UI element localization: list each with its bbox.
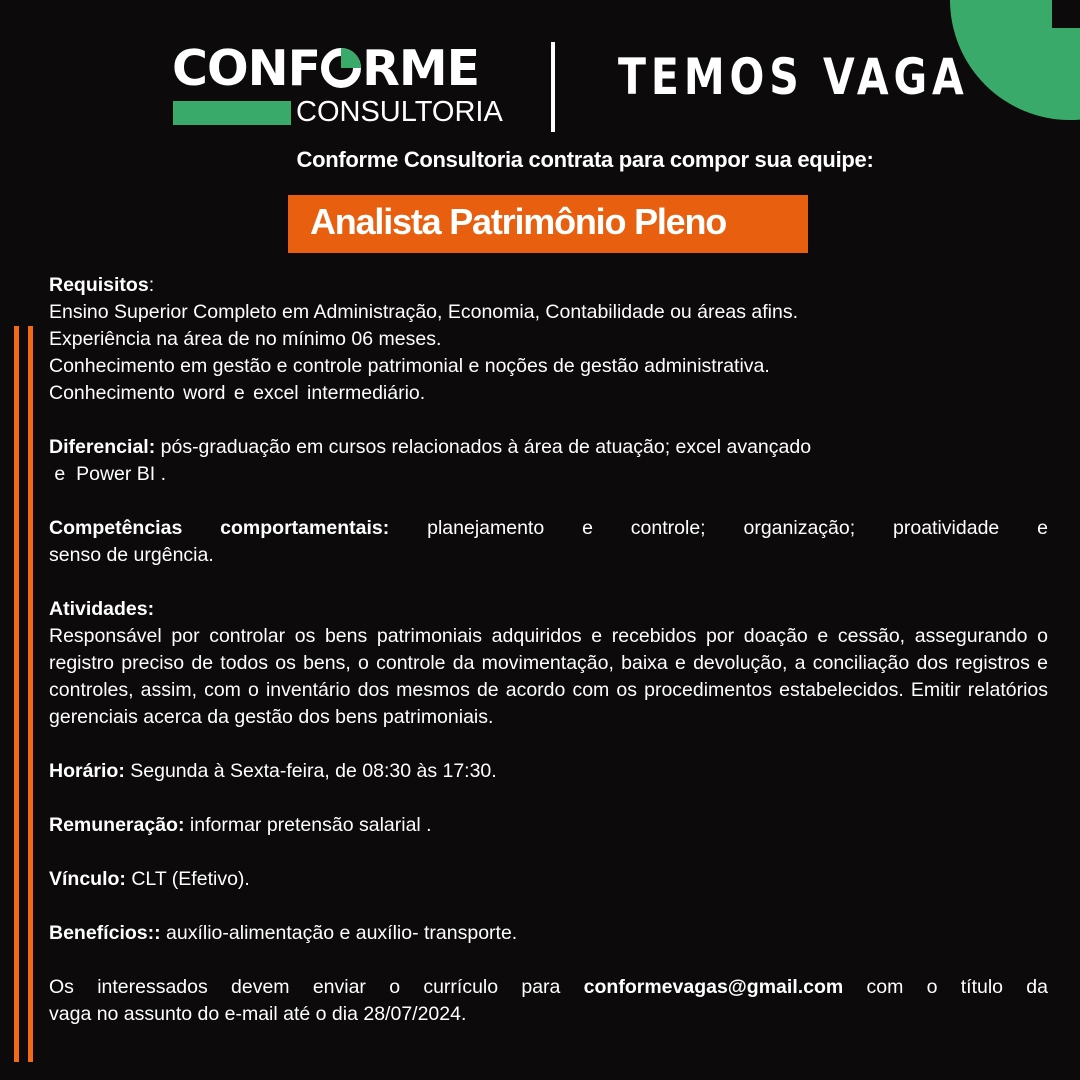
contato-line: [49, 974, 1048, 1001]
requisito-item: Conhecimento em gestão e controle patrimonial e noções de gestão administrativa.: [49, 355, 770, 377]
intro-text: Conforme Consultoria contrata para compor sua equipe:: [296, 147, 874, 172]
logo-wordmark: [172, 40, 480, 97]
atividades-heading: [49, 596, 1048, 623]
company-logo: [172, 40, 503, 134]
position-title: Analista Patrimônio Pleno: [310, 201, 727, 242]
requisito-item: Conhecimento word e excel intermediário.: [49, 382, 426, 404]
contato-post: com o título da: [843, 976, 1048, 998]
horario-line: [49, 758, 1048, 785]
logo-o-pie-icon: [321, 47, 361, 89]
vinculo-line: [49, 866, 1048, 893]
requisitos-heading: Requisitos:: [49, 274, 155, 296]
diferencial-text: pós-graduação em cursos relacionados à área de atuação; excel avançado: [160, 436, 812, 458]
horario-label: Horário:: [49, 760, 125, 782]
side-stripe-left: [14, 326, 19, 1062]
remuneracao-label: Remuneração:: [49, 814, 185, 836]
logo-green-bar: [173, 101, 291, 125]
corner-notch: [1052, 0, 1080, 28]
contact-email-link[interactable]: conformevagas@gmail.com: [583, 976, 844, 998]
logo-word-left: CONF: [172, 40, 321, 97]
competencias-text-2: senso de urgência.: [49, 544, 214, 566]
beneficios-text: auxílio-alimentação e auxílio- transporte.: [166, 922, 518, 944]
requisito-item: Ensino Superior Completo em Administração, Economia, Contabilidade ou áreas afins.: [49, 301, 798, 323]
logo-subtitle: CONSULTORIA: [296, 96, 503, 128]
contato-pre: Os interessados devem enviar o currículo para: [49, 976, 584, 998]
header-divider: [551, 42, 555, 132]
diferencial-line: [49, 434, 1048, 461]
requisito-item: Experiência na área de no mínimo 06 meses.: [49, 328, 442, 350]
beneficios-line: [49, 920, 1048, 947]
hiring-title: TEMOS VAGA: [618, 48, 969, 106]
job-description: [49, 272, 1048, 1028]
horario-text: Segunda à Sexta-feira, de 08:30 às 17:30.: [130, 760, 497, 782]
logo-word-right: RME: [362, 40, 480, 97]
atividades-label: Atividades:: [49, 598, 155, 620]
requisitos-label: Requisitos: [49, 274, 149, 296]
competencias-label: Competências comportamentais:: [49, 517, 390, 539]
contato-line-2: vaga no assunto do e-mail até o dia 28/07/2024.: [49, 1003, 467, 1025]
position-banner: [288, 195, 808, 253]
diferencial-text-2: e Power BI .: [49, 463, 167, 485]
diferencial-label: Diferencial:: [49, 436, 156, 458]
side-stripe-right: [28, 326, 33, 1062]
atividades-text: Responsável por controlar os bens patrimoniais adquiridos e recebidos por doação e cessão, assegurando o registro preciso de todos os bens, o controle da movimentação, baixa e devolução, a conciliação dos registros e controles, assim, com o inventário dos mesmos de acordo com os procedimentos estabelecidos. Emitir relatórios gerenciais acerca da gestão dos bens patrimoniais.: [49, 625, 1048, 728]
beneficios-label: Benefícios::: [49, 922, 161, 944]
vinculo-text: CLT (Efetivo).: [131, 868, 250, 890]
competencias-text: planejamento e controle; organização; proatividade e: [427, 517, 1048, 539]
remuneracao-line: [49, 812, 1048, 839]
remuneracao-text: informar pretensão salarial .: [189, 814, 432, 836]
vinculo-label: Vínculo:: [49, 868, 126, 890]
competencias-line: [49, 515, 1048, 542]
